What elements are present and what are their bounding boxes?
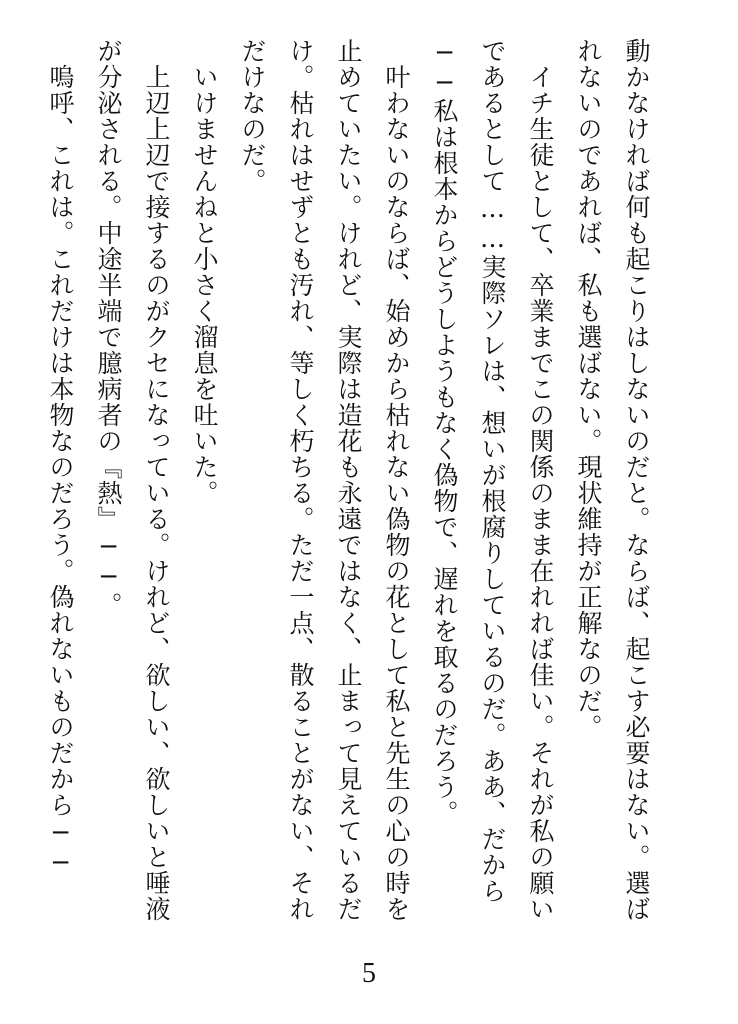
paragraph-6: 嗚呼、これは。これだけは本物なのだろう。偽れないものだから── (46, 38, 75, 878)
paragraph-1: 動かなければ何も起こりはしないのだと。ならば、起こす必要はない。選ばれないのであれば、私も選ばない。現状維持が正解なのだ。 (574, 38, 651, 922)
paragraph-3: 叶わないのならば、始めから枯れない偽物の花として私と先生の心の時を止めていたい。けれど、実際は造花も永遠ではなく、止まって見えているだけ。枯れはせずとも汚れ、等しく朽ちる。ただ一点、散ることがない、それだけなのだ。 (238, 38, 411, 922)
vertical-text-block (46, 38, 660, 938)
page-number: 5 (362, 958, 376, 989)
paragraph-4: いけませんねと小さく溜息を吐いた。 (190, 38, 219, 506)
paragraph-5: 上辺上辺で接するのがクセになっている。けれど、欲しい、欲しいと唾液が分泌される。中途半端で臆病者の『熱』──。 (94, 38, 171, 922)
paragraph-2: イチ生徒として、卒業までこの関係のまま在れれば佳い。それが私の願いであるとして……実際ソレは、想いが根腐りしているのだ。ああ、だから──私は根本からどうしようもなく偽物で、遅れを取るのだろう。 (430, 38, 555, 922)
